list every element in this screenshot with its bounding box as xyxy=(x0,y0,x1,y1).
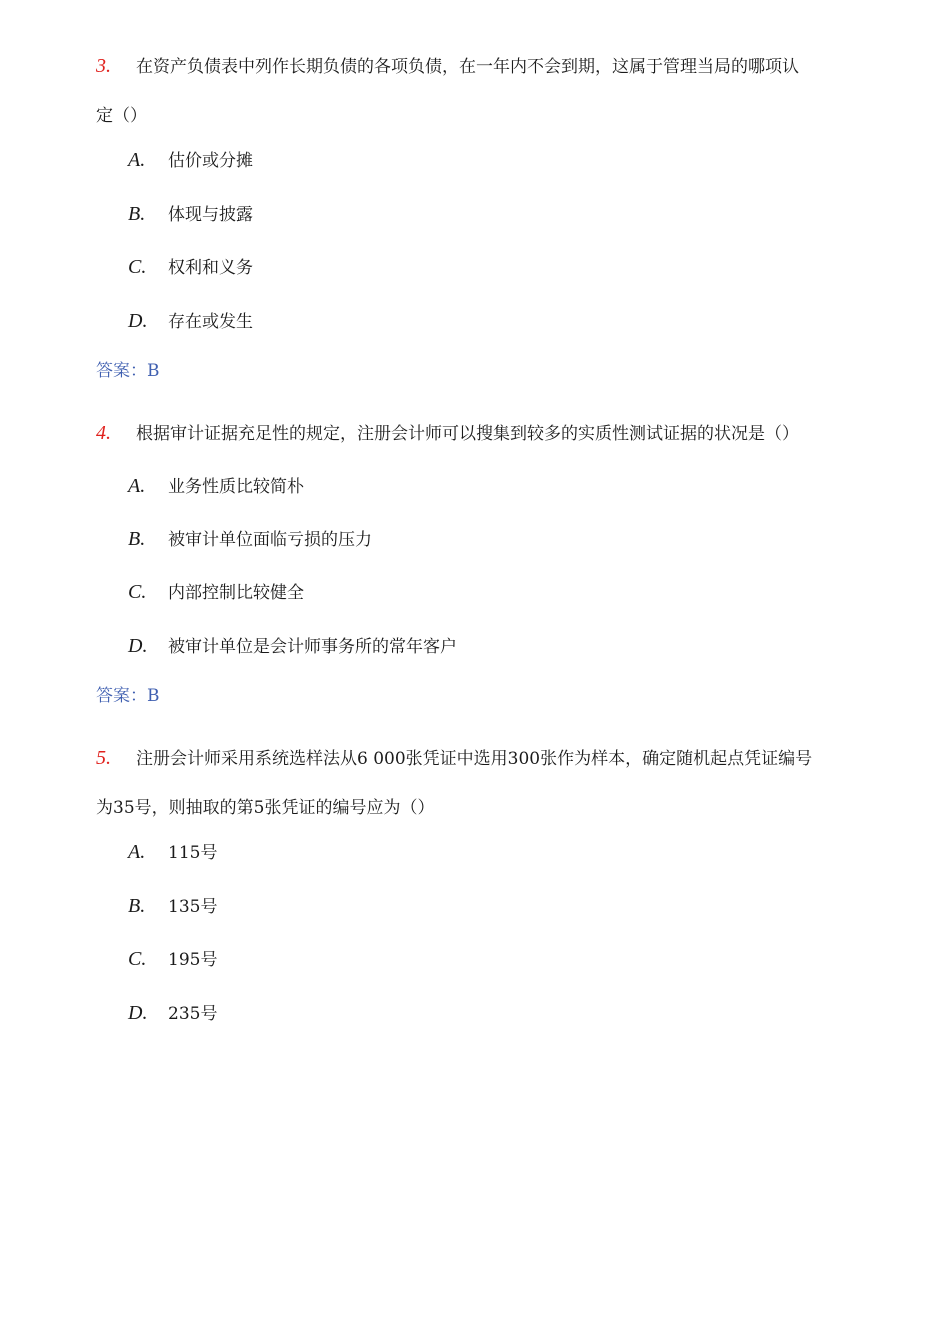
option-letter: A. xyxy=(128,475,146,497)
option-letter: C. xyxy=(128,256,147,278)
option-text: 135号 xyxy=(168,897,218,917)
option-text: 115号 xyxy=(168,843,218,863)
option-text: 权利和义务 xyxy=(168,258,253,278)
option-b xyxy=(128,527,372,552)
option-d xyxy=(128,309,253,334)
question-5-line-1 xyxy=(96,746,890,771)
option-c xyxy=(128,255,253,280)
option-letter: D. xyxy=(128,310,148,332)
option-text: 235号 xyxy=(168,1004,218,1024)
option-letter: B. xyxy=(128,203,146,225)
question-4-line-1 xyxy=(96,421,890,446)
question-number: 5. xyxy=(96,747,111,769)
option-a xyxy=(128,840,217,865)
question-text: 根据审计证据充足性的规定，注册会计师可以搜集到较多的实质性测试证据的状况是（） xyxy=(136,424,799,444)
option-letter: C. xyxy=(128,948,147,970)
option-text: 体现与披露 xyxy=(168,205,253,225)
question-text: 注册会计师采用系统选样法从6 000张凭证中选用300张作为样本，确定随机起点凭证编号 xyxy=(136,749,813,769)
question-3-line-2: 定（） xyxy=(96,106,147,126)
option-c xyxy=(128,580,304,605)
option-letter: A. xyxy=(128,149,146,171)
option-text: 存在或发生 xyxy=(168,312,253,332)
option-d xyxy=(128,634,457,659)
option-letter: C. xyxy=(128,581,147,603)
question-number: 3. xyxy=(96,55,111,77)
option-letter: A. xyxy=(128,841,146,863)
option-text: 内部控制比较健全 xyxy=(168,583,304,603)
option-letter: D. xyxy=(128,635,148,657)
option-b xyxy=(128,202,253,227)
question-5-line-2: 为35号，则抽取的第5张凭证的编号应为（） xyxy=(96,798,435,818)
option-a xyxy=(128,474,304,499)
answer-label: 答案：B xyxy=(96,361,160,381)
option-text: 业务性质比较简朴 xyxy=(168,477,304,497)
option-b xyxy=(128,894,217,919)
option-text: 被审计单位面临亏损的压力 xyxy=(168,530,372,550)
option-text: 195号 xyxy=(168,950,218,970)
option-letter: D. xyxy=(128,1002,148,1024)
option-letter: B. xyxy=(128,528,146,550)
option-a xyxy=(128,148,253,173)
question-number: 4. xyxy=(96,422,111,444)
answer-label: 答案：B xyxy=(96,686,160,706)
option-text: 估价或分摊 xyxy=(168,151,253,171)
question-3-line-1 xyxy=(96,54,890,79)
option-c xyxy=(128,947,217,972)
question-text: 在资产负债表中列作长期负债的各项负债，在一年内不会到期，这属于管理当局的哪项认 xyxy=(136,57,799,77)
option-text: 被审计单位是会计师事务所的常年客户 xyxy=(168,637,457,657)
option-d xyxy=(128,1001,217,1026)
option-letter: B. xyxy=(128,895,146,917)
